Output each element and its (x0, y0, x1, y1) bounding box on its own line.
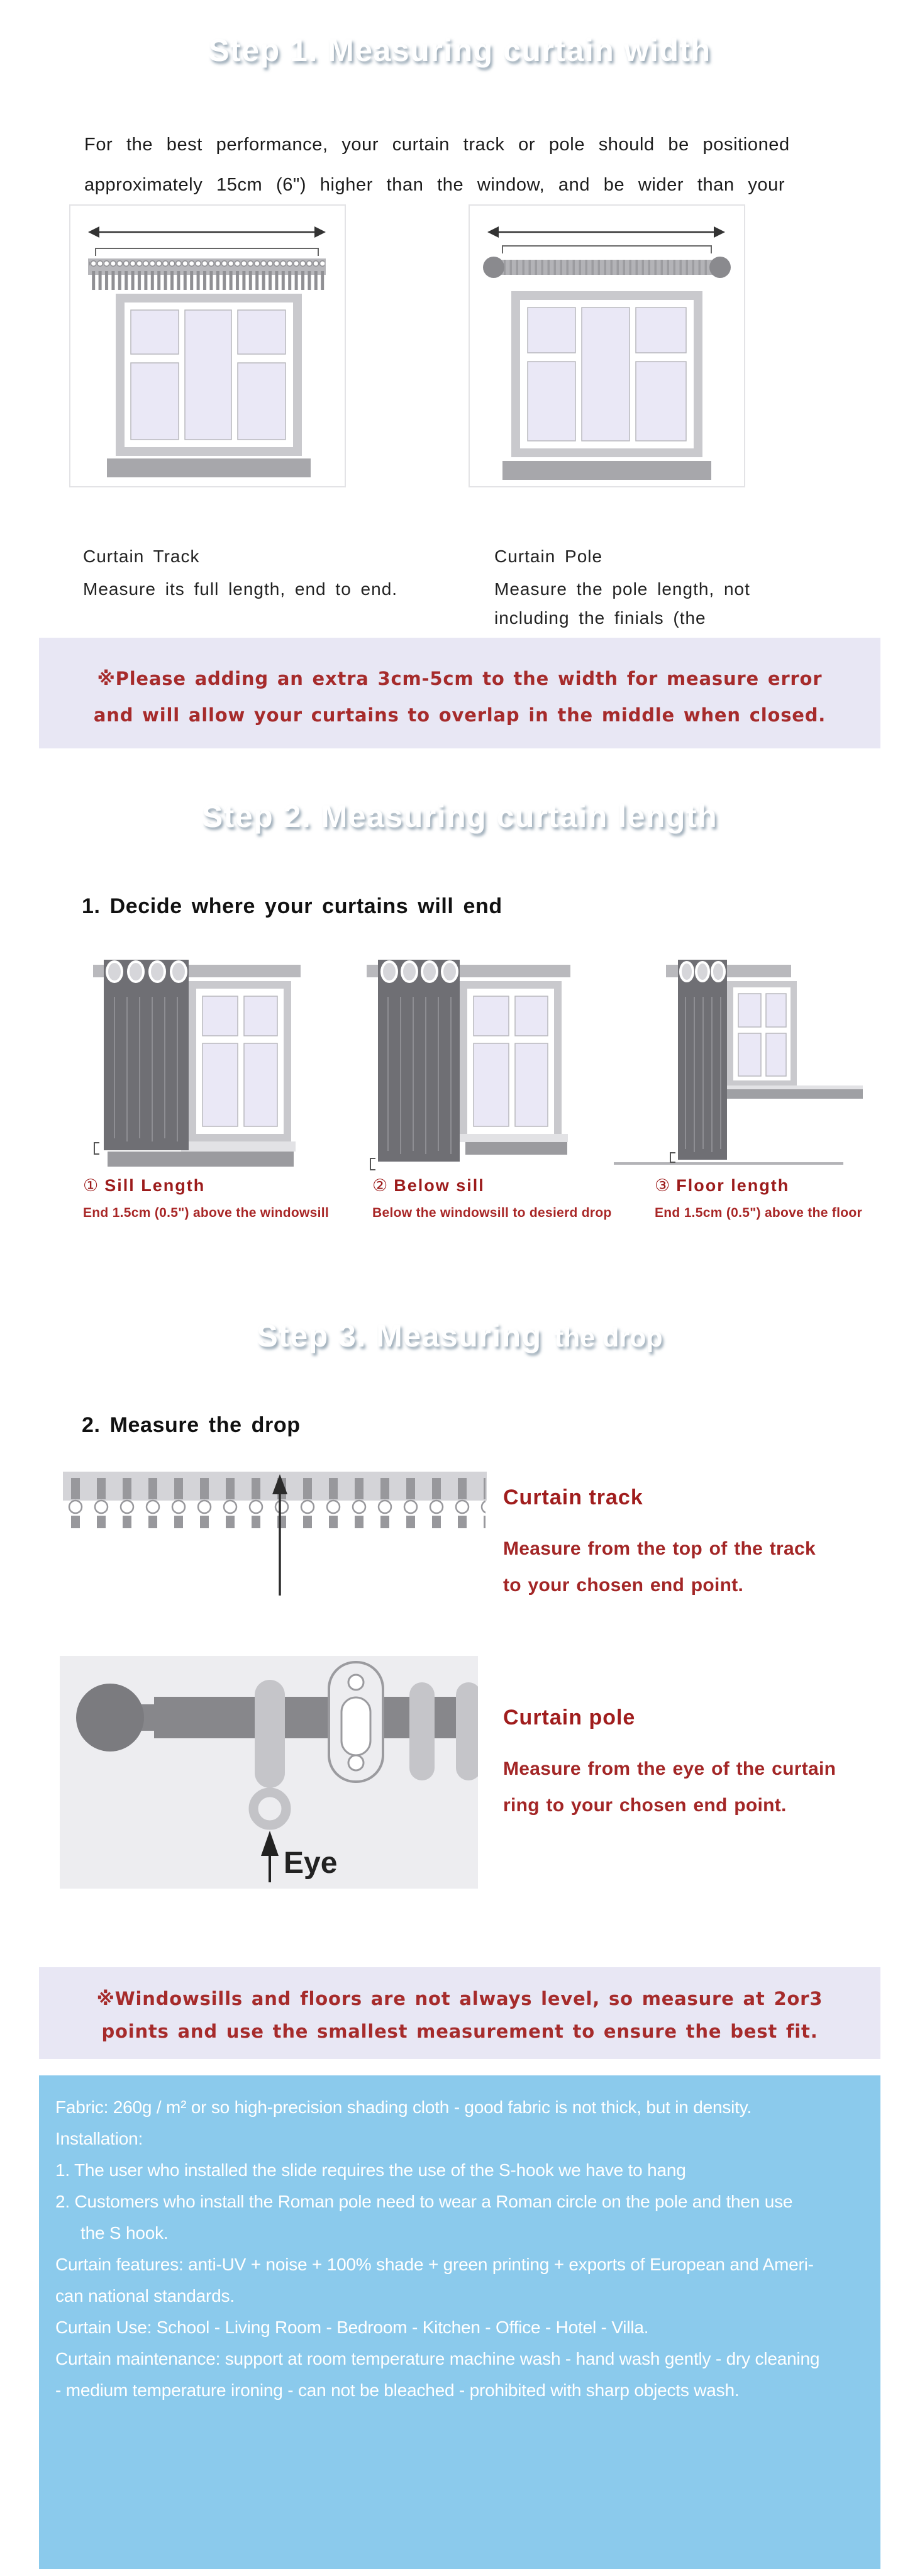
grommets (680, 962, 724, 981)
measure-mark (94, 1143, 99, 1154)
option-below-sill (372, 1176, 612, 1221)
window (116, 294, 302, 456)
step2-title: Step 2. Measuring curtain length (201, 799, 718, 834)
circled-3-icon: ③ (655, 1176, 672, 1196)
drop-track-diagram (63, 1465, 491, 1613)
step3-title-sub: the drop (554, 1323, 663, 1353)
info-use: Curtain Use: School - Living Room - Bedroom - Kitchen - Office - Hotel - Villa. (55, 2318, 649, 2337)
curtain-track-label (83, 542, 486, 604)
floor-length-diagram (610, 953, 868, 1173)
option3-title: Floor length (676, 1176, 790, 1195)
info-install-2: 2. Customers who install the Roman pole need to wear a Roman circle on the pole and then use (55, 2192, 793, 2211)
windowsill (107, 458, 311, 477)
option-floor-length (655, 1176, 862, 1221)
product-info-box (39, 2075, 880, 2569)
curtain (678, 960, 727, 1160)
info-features-2: can national standards. (55, 2286, 235, 2306)
width-arrow-icon (88, 226, 326, 238)
curtain-track-heading: Curtain track (503, 1485, 643, 1509)
curtain-pole-label (494, 542, 774, 633)
floor-line (614, 1162, 843, 1165)
width-arrow-icon (487, 226, 725, 238)
track-hooks (65, 1478, 486, 1528)
measure-bracket (502, 246, 711, 253)
drop-track-drawing (63, 1465, 491, 1610)
curtain (104, 960, 189, 1150)
up-arrow-icon (272, 1474, 287, 1596)
window (511, 291, 702, 457)
drop-note-line1: ※Windowsills and floors are not always level, so measure at 2or3 (96, 1988, 823, 2009)
curtain-pole-window-drawing (470, 206, 741, 484)
curtain-track-label-desc: Measure its full length, end to end. (83, 579, 398, 599)
info-maintenance: Curtain maintenance: support at room temperature machine wash - hand wash gently - dry cleaning (55, 2349, 820, 2368)
info-installation: Installation: (55, 2129, 143, 2148)
window-ledge (455, 1134, 568, 1142)
step3-banner (39, 1289, 880, 1382)
drop-pole-drawing (60, 1656, 478, 1889)
eye-label: Eye (284, 1846, 338, 1880)
option3-desc: End 1.5cm (0.5") above the floor (655, 1206, 862, 1220)
curtain-pole-label-title: Curtain Pole (494, 547, 603, 566)
drop-pole-diagram (60, 1656, 478, 1892)
step1-banner (39, 0, 880, 101)
windowsill (465, 1142, 567, 1155)
step1-title: Step 1. Measuring curtain width (208, 33, 711, 68)
wall-bracket (329, 1662, 383, 1782)
window (189, 981, 291, 1141)
measure-mark (670, 1153, 675, 1162)
option2-desc: Below the windowsill to desierd drop (372, 1206, 612, 1220)
track-with-hooks (88, 258, 326, 292)
width-note (39, 638, 880, 748)
option1-title: Sill Length (104, 1176, 206, 1195)
option1-desc: End 1.5cm (0.5") above the windowsill (83, 1206, 329, 1220)
option-sill-length (83, 1176, 329, 1221)
window (727, 981, 797, 1085)
option2-title: Below sill (394, 1176, 485, 1195)
drop-note (39, 1967, 880, 2059)
step3-heading: 2. Measure the drop (82, 1413, 301, 1437)
windowsill (108, 1152, 294, 1167)
window-ledge (720, 1085, 863, 1089)
circled-2-icon: ② (372, 1176, 389, 1196)
info-maintenance-2: - medium temperature ironing - can not be bleached - prohibited with sharp objects wash. (55, 2380, 740, 2400)
pole-with-finials (483, 257, 731, 278)
measure-mark (370, 1158, 375, 1170)
info-install-2b: the S hook. (80, 2223, 169, 2243)
intro-line-2: approximately 15cm (6") higher than the window, and be wider than your (84, 175, 785, 195)
step2-heading: 1. Decide where your curtains will end (82, 894, 502, 918)
width-note-line1: ※Please adding an extra 3cm-5cm to the width for measure error (97, 668, 823, 689)
windowsill (720, 1089, 863, 1099)
measure-bracket (96, 248, 318, 256)
curtain-pole-heading: Curtain pole (503, 1706, 636, 1729)
info-features: Curtain features: anti-UV + noise + 100% shade + green printing + exports of European and Ameri- (55, 2255, 814, 2274)
curtain-track-desc: Measure from the top of the track to your chosen end point. (503, 1538, 816, 1596)
window (460, 981, 562, 1141)
drop-note-line2: points and use the smallest measurement to ensure the best fit. (101, 2021, 818, 2042)
width-note-line2: and will allow your curtains to overlap in the middle when closed. (93, 704, 826, 726)
sill-length-diagram (69, 953, 352, 1173)
finial-ball (76, 1684, 144, 1752)
intro-line-1: For the best performance, your curtain track or pole should be positioned (84, 135, 790, 155)
curtain-track-diagram (69, 204, 346, 487)
curtain (378, 960, 460, 1162)
curtain-track-window-drawing (70, 206, 342, 484)
curtain-pole-label-desc: Measure the pole length, not including the finials (the (494, 579, 750, 628)
window-ledge (181, 1141, 296, 1152)
step1-intro-paragraph (84, 125, 896, 205)
below-sill-drawing (367, 953, 631, 1173)
sill-length-drawing (69, 953, 352, 1170)
curtain-pole-diagram (469, 204, 745, 487)
info-install-1: 1. The user who installed the slide requires the use of the S-hook we have to hang (55, 2160, 686, 2180)
circled-1-icon: ① (83, 1176, 100, 1196)
step2-banner (39, 769, 880, 864)
step3-title-main: Step 3. Measuring (257, 1318, 542, 1353)
floor-length-drawing (610, 953, 868, 1170)
info-fabric: Fabric: 260g / m² or so high-precision shading cloth - good fabric is not thick, but in density. (55, 2097, 752, 2117)
windowsill (502, 461, 711, 480)
curtain-track-label-title: Curtain Track (83, 547, 200, 566)
curtain-pole-desc: Measure from the eye of the curtain ring to your chosen end point. (503, 1758, 836, 1816)
below-sill-diagram (367, 953, 631, 1176)
